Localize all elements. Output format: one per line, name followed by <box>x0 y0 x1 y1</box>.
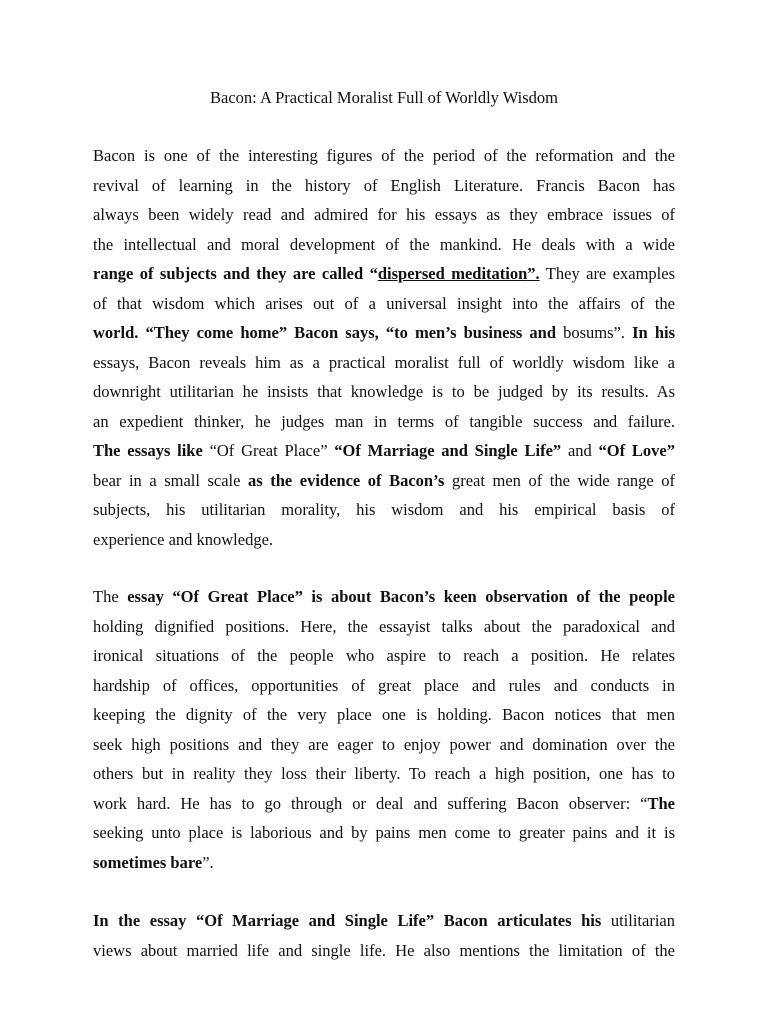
paragraph-of-marriage <box>93 906 675 965</box>
text-run: seek high positions and they are eager to enjoy power and domination over the <box>93 734 675 754</box>
text-line <box>93 377 675 407</box>
text-run: In his <box>632 323 676 342</box>
text-line <box>93 906 675 936</box>
text-line <box>93 318 675 348</box>
paragraph-intro <box>93 141 675 554</box>
text-run: experience and knowledge. <box>93 529 274 549</box>
text-run: subjects, his utilitarian morality, his wisdom and his empirical basis of <box>93 500 675 519</box>
text-run: sometimes bare <box>93 852 203 872</box>
text-line <box>93 848 675 878</box>
text-run: always been widely read and admired for his essays as they embrace issues of <box>93 205 675 224</box>
text-run: great men of the wide range of <box>444 470 676 490</box>
text-run: ironical situations of the people who aspire to reach a position. He relates <box>93 646 675 665</box>
text-run: work hard. He has to go through or deal and suffering Bacon observer: “ <box>93 793 648 813</box>
text-run: ”. <box>202 852 214 872</box>
text-run: “Of Marriage and Single Life” <box>334 441 562 460</box>
text-run: views about married life and single life. He also mentions the limitation of the <box>93 940 675 960</box>
text-run: The <box>93 587 128 606</box>
text-run: holding dignified positions. Here, the essayist talks about the paradoxical and <box>93 616 675 636</box>
text-run: world. “They come home” Bacon says, “to men’s business and <box>93 323 557 342</box>
text-run: Bacon is one of the interesting figures of the period of the reformation and the <box>93 146 675 165</box>
paragraph-of-great-place <box>93 582 675 877</box>
text-run: keeping the dignity of the very place one is holding. Bacon notices that men <box>93 705 675 724</box>
text-line <box>93 495 675 525</box>
text-run: of that wisdom which arises out of a universal insight into the affairs of the <box>93 293 675 313</box>
text-run: downright utilitarian he insists that knowledge is to be judged by its results. As <box>93 382 675 401</box>
text-run: essays, Bacon reveals him as a practical moralist full of worldly wisdom like a <box>93 352 675 372</box>
text-run: ”. <box>527 264 540 283</box>
text-line <box>93 700 675 730</box>
text-line <box>93 936 675 966</box>
text-line <box>93 730 675 760</box>
text-line <box>93 818 675 848</box>
text-line <box>93 259 675 289</box>
text-line <box>93 466 675 496</box>
text-run: bosums”. <box>556 323 633 342</box>
text-run: the intellectual and moral development of the mankind. He deals with a wide <box>93 234 675 254</box>
text-run: range of subjects and they are called “ <box>93 264 378 283</box>
text-line <box>93 289 675 319</box>
text-run: dispersed meditation <box>377 264 528 283</box>
text-line <box>93 436 675 466</box>
text-run: “Of Love” <box>598 441 675 460</box>
text-run: essay “Of Great Place” is about Bacon’s keen observation of the people <box>127 587 676 606</box>
text-line <box>93 348 675 378</box>
text-run: bear in a small scale <box>93 470 249 490</box>
text-line <box>93 230 675 260</box>
text-line <box>93 612 675 642</box>
text-line <box>93 407 675 437</box>
text-run: hardship of offices, opportunities of great place and rules and conducts in <box>93 675 675 695</box>
text-run: “Of Great Place” <box>202 441 335 460</box>
text-run: an expedient thinker, he judges man in terms of tangible success and failure. <box>93 411 675 431</box>
text-run: seeking unto place is laborious and by pains men come to greater pains and it is <box>93 823 675 842</box>
text-run: as the evidence of Bacon’s <box>248 470 445 490</box>
text-run: and <box>561 441 599 460</box>
document-title: Bacon: A Practical Moralist Full of Worldly Wisdom <box>210 88 558 107</box>
text-line <box>93 582 675 612</box>
text-line <box>93 525 675 555</box>
text-run: In the essay “Of Marriage and Single Life” Bacon articulates his <box>93 911 602 930</box>
text-run: others but in reality they loss their liberty. To reach a high position, one has to <box>93 764 675 783</box>
text-run: They are examples <box>539 264 675 283</box>
text-line <box>93 641 675 671</box>
text-run: revival of learning in the history of English Literature. Francis Bacon has <box>93 175 675 195</box>
text-run: utilitarian <box>601 911 675 930</box>
text-run: The <box>647 793 675 813</box>
text-line <box>93 171 675 201</box>
text-line <box>93 759 675 789</box>
text-run: The essays like <box>93 441 203 460</box>
text-line <box>93 141 675 171</box>
text-line <box>93 789 675 819</box>
text-line <box>93 200 675 230</box>
text-line <box>93 671 675 701</box>
